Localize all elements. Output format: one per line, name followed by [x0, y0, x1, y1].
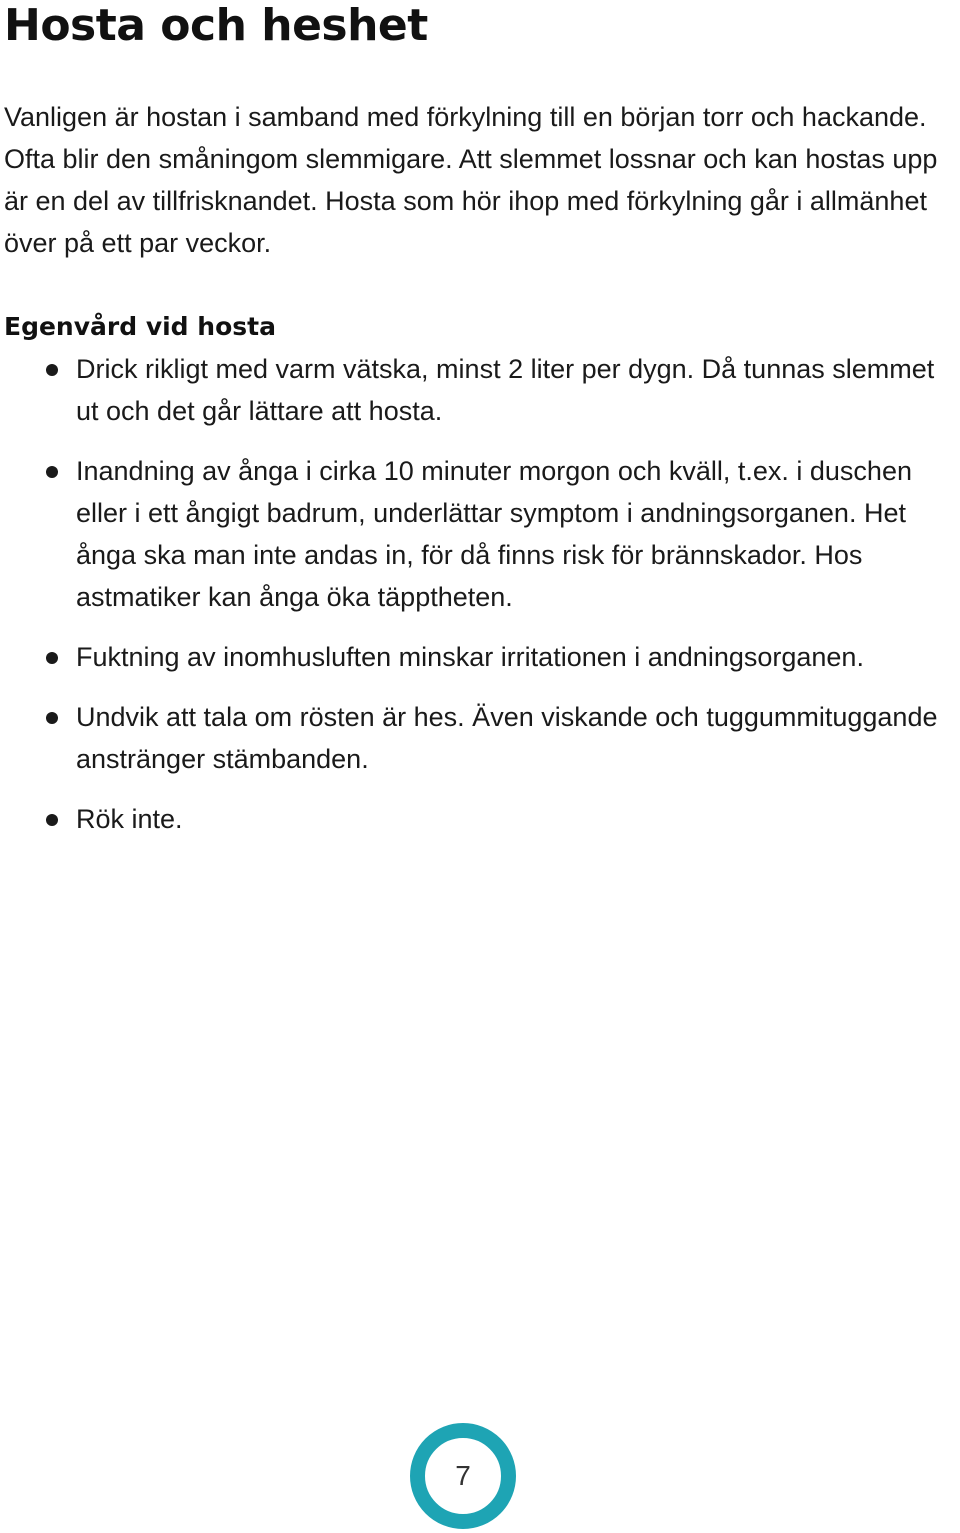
list-item — [0, 450, 960, 618]
list-item-text: Rök inte. — [76, 804, 183, 834]
list-item-text: Undvik att tala om rösten är hes. Även viskande och tuggummituggande anstränger stämbanden. — [76, 702, 938, 774]
list-item-text: Inandning av ånga i cirka 10 minuter morgon och kväll, t.ex. i duschen eller i ett ångigt badrum, underlättar symptom i andningsorganen. Het ånga ska man inte andas in, för då finns risk för brännskador. Hos astmatiker kan ånga öka täpptheten. — [76, 456, 912, 612]
page-number-badge — [410, 1423, 516, 1529]
intro-paragraph: Vanligen är hostan i samband med förkylning till en början torr och hackande. Ofta blir den småningom slemmigare. Att slemmet lossnar och kan hostas upp är en del av tillfrisknandet. Hosta som hör ihop med förkylning går i allmänhet över på ett par veckor. — [4, 102, 938, 258]
list-item — [0, 636, 960, 678]
self-care-list — [0, 348, 960, 858]
bullet-icon — [46, 652, 58, 664]
list-item — [0, 348, 960, 432]
bullet-icon — [46, 712, 58, 724]
page-title: Hosta och heshet — [4, 0, 428, 51]
list-item-text: Fuktning av inomhusluften minskar irritationen i andningsorganen. — [76, 642, 864, 672]
list-item — [0, 798, 960, 840]
bullet-icon — [46, 814, 58, 826]
list-item-text: Drick rikligt med varm vätska, minst 2 liter per dygn. Då tunnas slemmet ut och det går lättare att hosta. — [76, 354, 935, 426]
section-heading: Egenvård vid hosta — [4, 312, 276, 341]
page-number: 7 — [455, 1460, 471, 1491]
bullet-icon — [46, 466, 58, 478]
bullet-icon — [46, 364, 58, 376]
list-item — [0, 696, 960, 780]
